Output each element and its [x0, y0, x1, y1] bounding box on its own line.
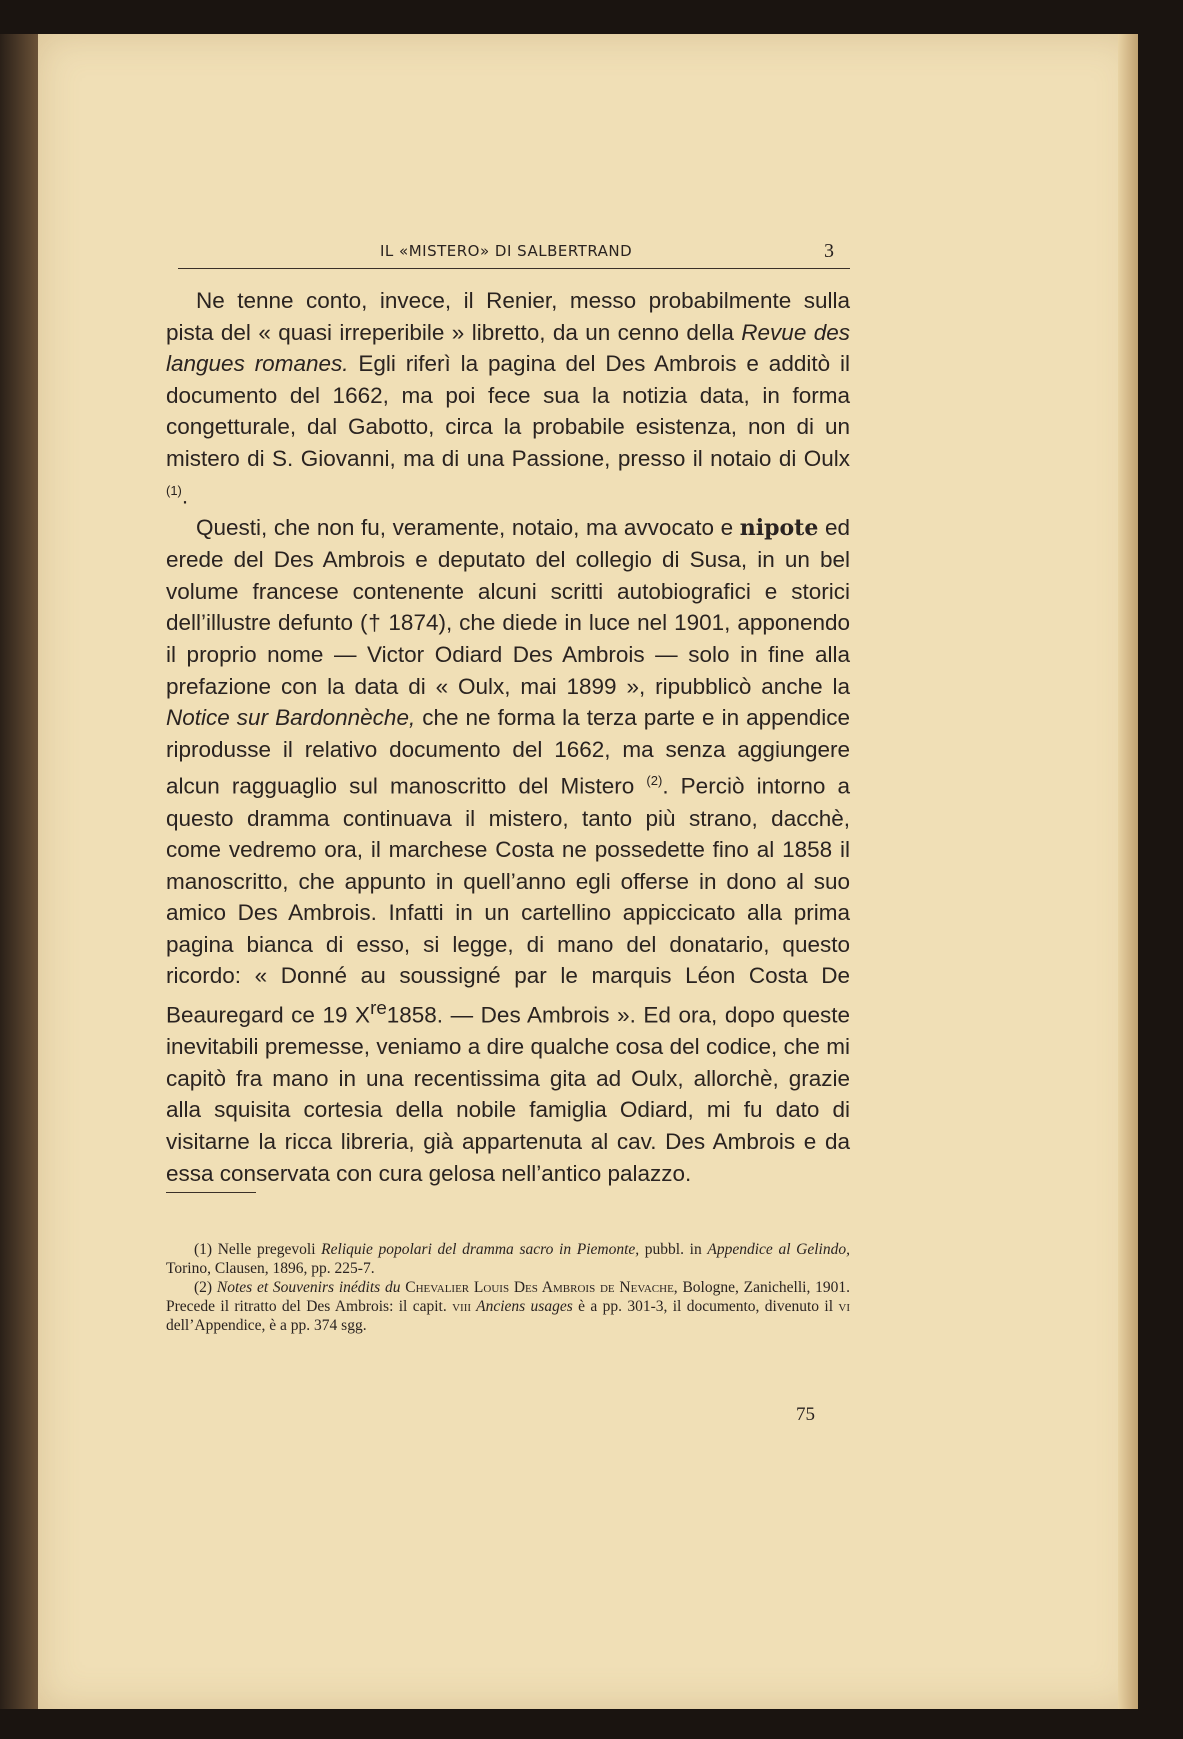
- facing-page-edge: [0, 34, 38, 1709]
- paragraph-1: Ne tenne conto, invece, il Renier, messo probabilmente sulla pista del « quasi irreperibile » libretto, da un cenno della Revue des langues romanes. Egli riferì la pagina del Des Ambrois e additò il documento del 1662, ma poi fece sua la notizia data, in forma congetturale, dal Gabotto, circa la probabile esistenza, non di un mistero di S. Giovanni, ma di una Passione, presso il notaio di Oulx $^{(1)}$.: [166, 288, 850, 509]
- footnote-rule: [166, 1192, 256, 1193]
- paragraph-2: Questi, che non fu, veramente, notaio, ma avvocato e nipote ed erede del Des Ambrois e deputato del collegio di Susa, in un bel volume francese contenente alcuni scritti autobiografici e storici dell’illustre defunto († 1874), che diede in luce nel 1901, apponendo il proprio nome — Victor Odiard Des Ambrois — solo in fine alla prefazione con la data di « Oulx, mai 1899 », ripubblicò anche la Notice sur Bardonnèche, che ne forma la terza parte e in appendice riprodusse il relativo documento del 1662, ma senza aggiungere alcun ragguaglio sul manoscritto del Mistero $^{(2)}$. Perciò intorno a questo dramma continuava il mistero, tanto più strano, dacchè, come vedremo ora, il marchese Costa ne possedette fino al 1858 il manoscritto, che appunto in quell’anno egli offerse in dono al suo amico Des Ambrois. Infatti in un cartellino appiccicato alla prima pagina bianca di esso, si legge, di mano del donatario, questo ricordo: « Donné au soussigné par le marquis Léon Costa De Beauregard ce 19 Xre1858. — Des Ambrois ». Ed ora, dopo queste inevitabili premesse, veniamo a dire qualche cosa del codice, che mi capitò fra mano in una recentissima gita ad Oulx, allorchè, grazie alla squisita cortesia della nobile famiglia Odiard, mi fu dato di visitarne la ricca libreria, già appartenuta al cav. Des Ambrois e da essa conservata con cura gelosa nell’antico palazzo.: [166, 514, 851, 1186]
- footnote-2: (2) Notes et Souvenirs inédits du Chevalier Louis Des Ambrois de Nevache, Bologne, Zanichelli, 1901. Precede il ritratto del Des Ambrois: il capit. viii Anciens usages è a pp. 301-3, il documento, divenuto il vi dell’Appendice, è a pp. 374 sgg.: [166, 1279, 851, 1334]
- footnote-1: (1) Nelle pregevoli Reliquie popolari del dramma sacro in Piemonte, pubbl. in Appendice al Gelindo, Torino, Clausen, 1896, pp. 225-7.: [166, 1241, 850, 1277]
- page-fore-edge: [1118, 34, 1138, 1709]
- footnotes: [166, 1240, 850, 1335]
- footnote-ref-1[interactable]: (1): [166, 482, 182, 498]
- page-number: 3: [824, 240, 834, 262]
- folio-number: 75: [796, 1404, 815, 1425]
- running-head-title: IL «MISTERO» DI SALBERTRAND: [380, 242, 633, 260]
- footnote-ref-2[interactable]: (2): [646, 773, 663, 789]
- header-rule: [178, 268, 850, 269]
- stamped-word: nipote: [739, 514, 819, 541]
- body-text: [166, 285, 850, 1189]
